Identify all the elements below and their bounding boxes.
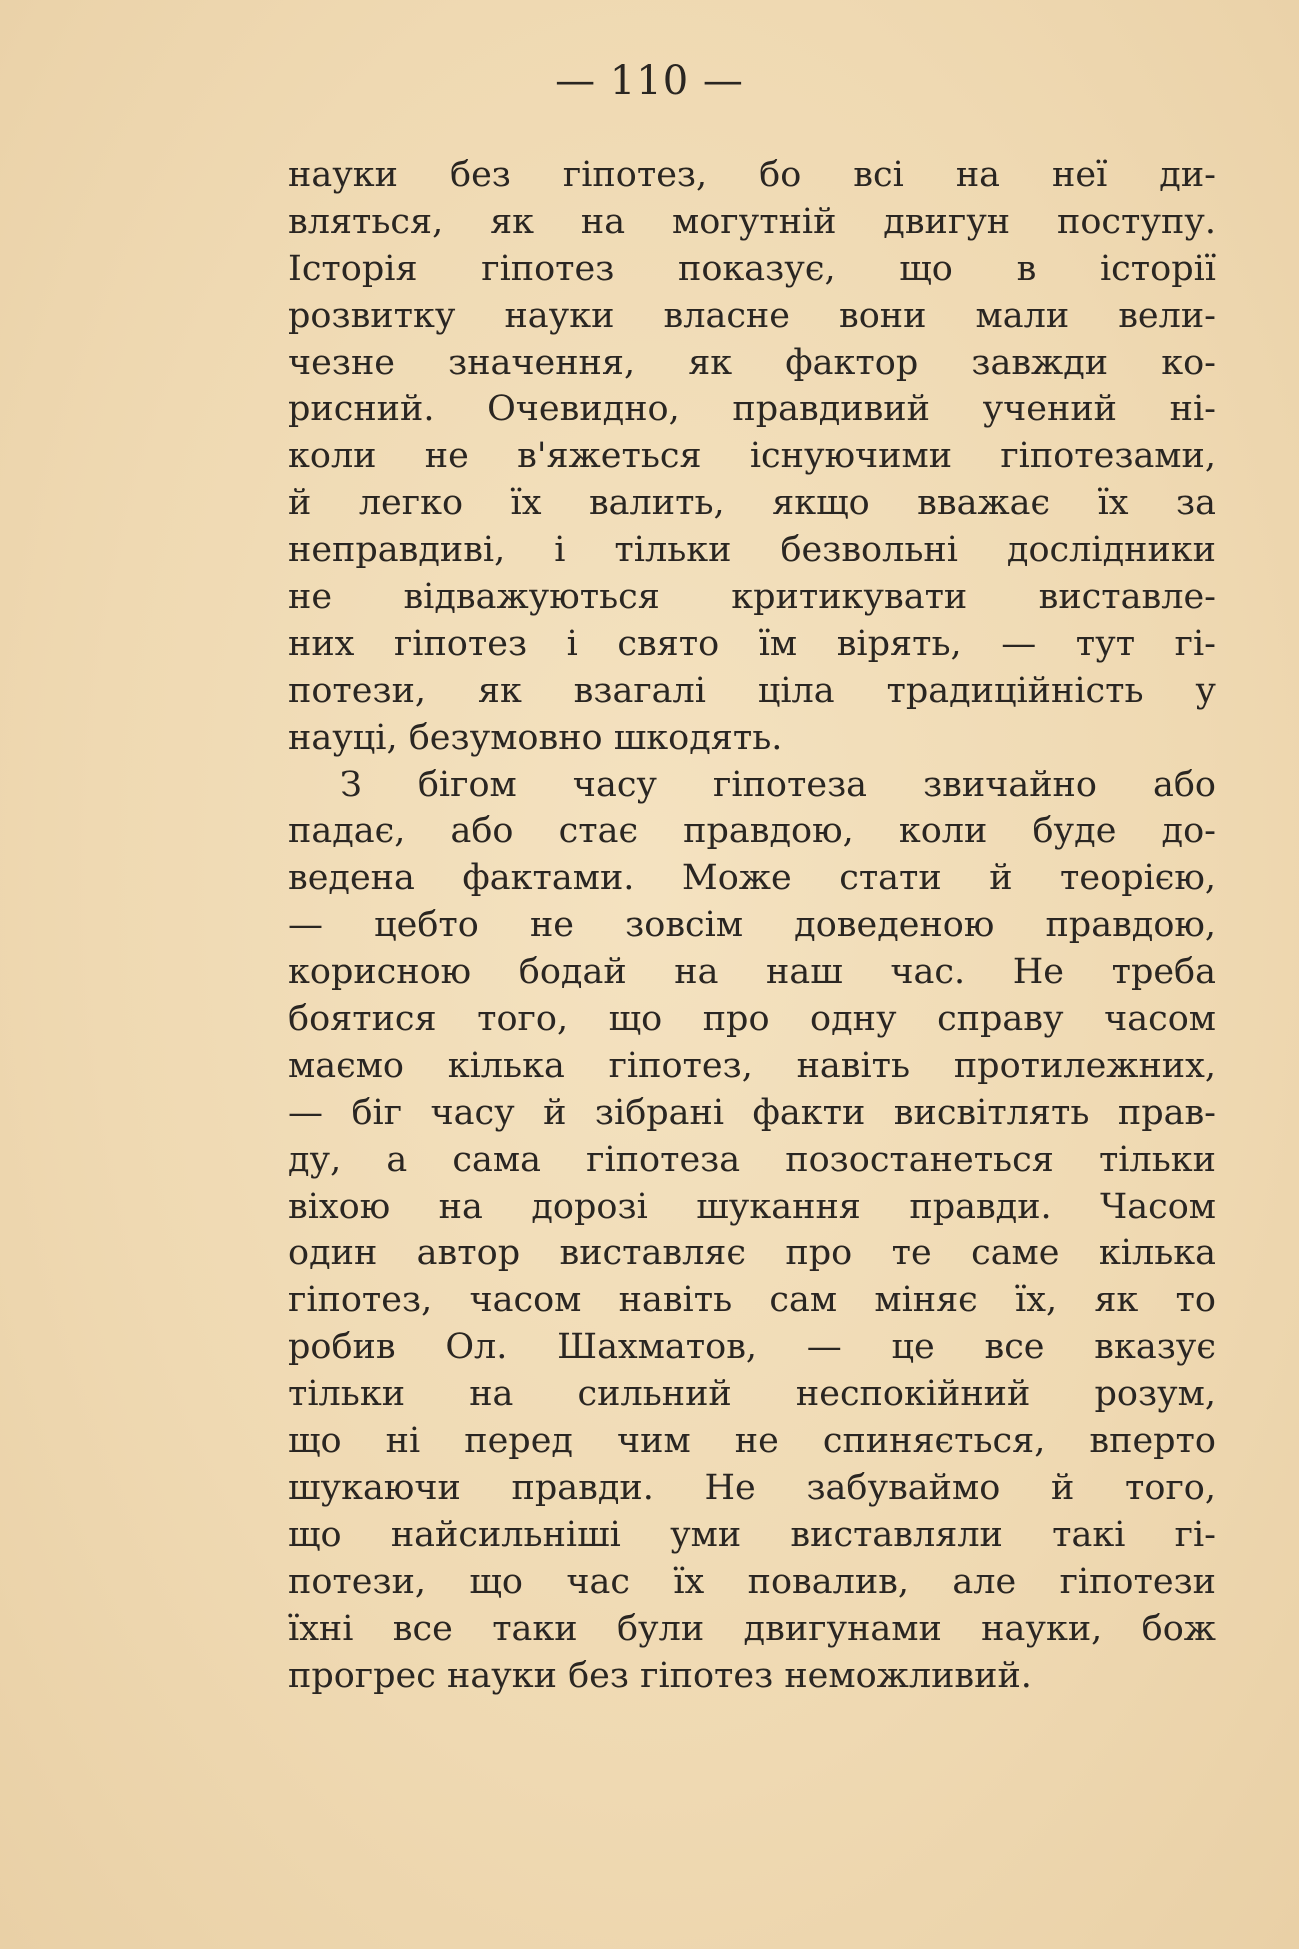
- text-line: З бігом часу гіпотеза звичайно або: [340, 764, 1216, 805]
- text-line: ду, а сама гіпотеза позостанеться тільки: [288, 1139, 1216, 1180]
- text-line: неправдиві, і тільки безвольні дослідники: [288, 530, 1216, 571]
- text-line: них гіпотез і свято їм вірять, — тут гі-: [288, 623, 1216, 664]
- text-line: вляться, як на могутній двигун поступу.: [288, 201, 1216, 242]
- paragraph-1: [288, 152, 1216, 762]
- text-line: падає, або стає правдою, коли буде до-: [288, 811, 1216, 852]
- text-line: ведена фактами. Може стати й теорією,: [288, 858, 1216, 899]
- page-number: — 110 —: [555, 58, 744, 104]
- text-line: розвитку науки власне вони мали вели-: [288, 295, 1216, 336]
- text-line: чезне значення, як фактор завжди ко-: [288, 342, 1216, 383]
- text-line: рисний. Очевидно, правдивий учений ні-: [288, 389, 1216, 430]
- text-line: — біг часу й зібрані факти висвітлять прав-: [288, 1092, 1216, 1133]
- text-line: боятися того, що про одну справу часом: [288, 999, 1216, 1040]
- text-line: корисною бодай на наш час. Не треба: [288, 952, 1216, 993]
- text-line: маємо кілька гіпотез, навіть протилежних,: [288, 1045, 1216, 1086]
- paragraph-2: [288, 762, 1216, 1700]
- text-line: потези, що час їх повалив, але гіпотези: [288, 1561, 1216, 1602]
- text-line: прогрес науки без гіпотез неможливий.: [288, 1655, 1032, 1696]
- text-line: їхні все таки були двигунами науки, бож: [288, 1608, 1216, 1649]
- text-line: й легко їх валить, якщо вважає їх за: [288, 483, 1216, 524]
- text-line: що найсильніші уми виставляли такі гі-: [288, 1514, 1216, 1555]
- text-line: шукаючи правди. Не забуваймо й того,: [288, 1467, 1216, 1508]
- body-text: [288, 152, 1216, 1699]
- text-line: робив Ол. Шахматов, — це все вказує: [288, 1327, 1216, 1368]
- text-line: потези, як взагалі ціла традиційність у: [288, 670, 1216, 711]
- text-line: Історія гіпотез показує, що в історії: [288, 248, 1216, 289]
- text-line: гіпотез, часом навіть сам міняє їх, як то: [288, 1280, 1216, 1321]
- text-line: тільки на сильний неспокійний розум,: [288, 1374, 1216, 1415]
- text-line: один автор виставляє про те саме кілька: [288, 1233, 1216, 1274]
- text-line: науки без гіпотез, бо всі на неї ди-: [288, 155, 1216, 195]
- text-line: не відважуються критикувати виставле-: [288, 577, 1216, 618]
- text-line: віхою на дорозі шукання правди. Часом: [288, 1186, 1216, 1227]
- text-line: — цебто не зовсім доведеною правдою,: [288, 905, 1216, 946]
- text-line: науці, безумовно шкодять.: [288, 717, 783, 758]
- text-line: коли не в'яжеться існуючими гіпотезами,: [288, 436, 1216, 477]
- text-line: що ні перед чим не спиняється, вперто: [288, 1421, 1216, 1462]
